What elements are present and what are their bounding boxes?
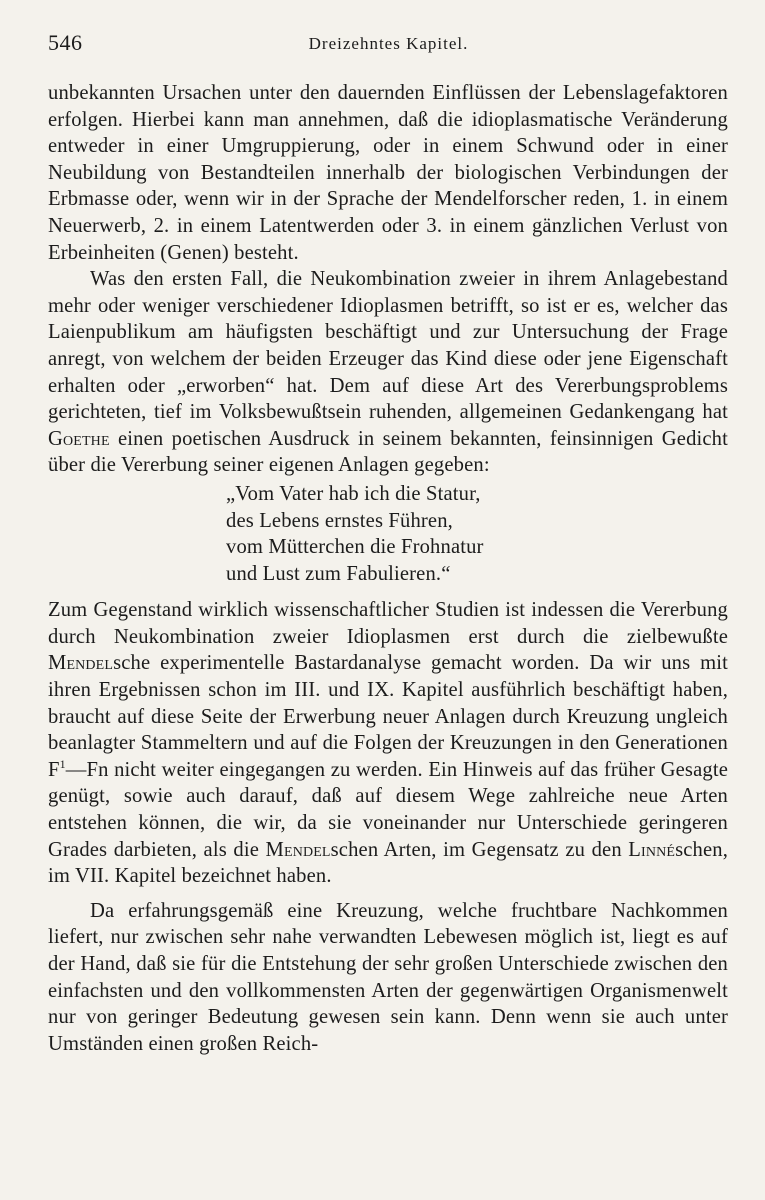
paragraph-4: Da erfahrungsgemäß eine Kreuzung, welche fruchtbare Nachkommen liefert, nur zwischen sehr nahe verwandten Lebewesen möglich ist, liegt es auf der Hand, daß sie für die Entstehung der sehr großen Unterschiede zwischen den einfachsten und den vollkommensten Arten der gegenwärtigen Organismenwelt nur von geringer Bedeutung gewesen sein kann. Denn wenn sie auch unter Umständen einen großen Reich- xyxy=(48,899,728,1055)
author-name-goethe: Goethe xyxy=(48,427,110,450)
poem-line: vom Mütterchen die Frohnatur xyxy=(226,536,484,559)
page-header xyxy=(48,30,729,66)
running-title: Dreizehntes Kapitel. xyxy=(308,34,469,53)
author-name-linne: Linné xyxy=(628,838,676,861)
paragraph-2-text-b: einen poetischen Ausdruck in seinem bekannten, feinsinnigen Gedicht über die Vererbung seiner eigenen Anlagen gegeben: xyxy=(48,427,728,477)
paragraph-3-text-d: schen Arten, im Gegensatz zu den xyxy=(330,838,629,861)
paragraph-3-text-a: Zum Gegenstand wirklich wissenschaftlicher Studien ist indessen die Vererbung durch Neukombination zweier Idioplasmen erst durch die zielbewußte xyxy=(48,599,728,648)
poem-line: „Vom Vater hab ich die Statur, xyxy=(226,482,481,505)
paragraph-3-text-e: schen, im VII. Kapitel bezeichnet haben. xyxy=(48,838,728,888)
paragraph-3 xyxy=(48,597,728,890)
paragraph-1: unbekannten Ursachen unter den dauernden Einflüssen der Lebenslagefaktoren erfolgen. Hierbei kann man annehmen, daß die idioplasmatische Veränderung entweder in einer Umgruppierung, oder in einem Schwund oder in einer Neubildung von Bestandteilen innerhalb der biologischen Verbindungen der Erbmasse oder, wenn wir in der Sprache der Mendelforscher reden, 1. in einem Neuerwerb, 2. in einem Latentwerden oder 3. in einem gänzlichen Verlust von Erbeinheiten (Genen) besteht. xyxy=(48,82,728,264)
author-name-mendel: Mendel xyxy=(265,838,331,861)
author-name-mendel: Mendel xyxy=(48,652,114,675)
paragraph-gap xyxy=(48,890,728,898)
page-body xyxy=(48,80,728,1057)
paragraph-3-text-b: sche experimentelle Bastardanalyse gemacht worden. Da wir uns mit ihren Ergebnissen schon im III. und IX. Kapitel ausführlich beschäftigt haben, braucht auf diese Seite der Erwerbung neuer Anlagen durch Kreuzung ungleich beanlagter Stammeltern und auf die Folgen der Kreuzungen in den Generationen F xyxy=(48,652,728,781)
page-number: 546 xyxy=(48,30,83,55)
generation-superscript: 1 xyxy=(59,756,66,771)
poem-line: und Lust zum Fabulieren.“ xyxy=(226,562,451,585)
paragraph-2 xyxy=(48,266,728,479)
paragraph-3-text-c: —Fn nicht weiter eingegangen zu werden. Ein Hinweis auf das früher Gesagte genügt, sowie auch darauf, daß auf diesem Wege zahlreiche neue Arten entstehen können, die wir, da sie voneinander nur Unterschiede geringeren Grades darbieten, als die xyxy=(48,758,728,861)
paragraph-2-text-a: Was den ersten Fall, die Neukombination zweier in ihrem Anlagebestand mehr oder weniger verschiedener Idioplasmen betrifft, so ist er es, welcher das Laienpublikum am häufigsten beschäftigt und zur Untersuchung der Frage anregt, von welchem der beiden Erzeuger das Kind diese oder jene Eigenschaft erhalten oder „erworben“ hat. Dem auf diese Art des Vererbungsproblems gerichteten, tief im Volksbewußtsein ruhenden, allgemeinen Gedankengang hat xyxy=(48,268,728,424)
poem-quote xyxy=(226,481,728,587)
poem-line: des Lebens ernstes Führen, xyxy=(226,509,453,532)
